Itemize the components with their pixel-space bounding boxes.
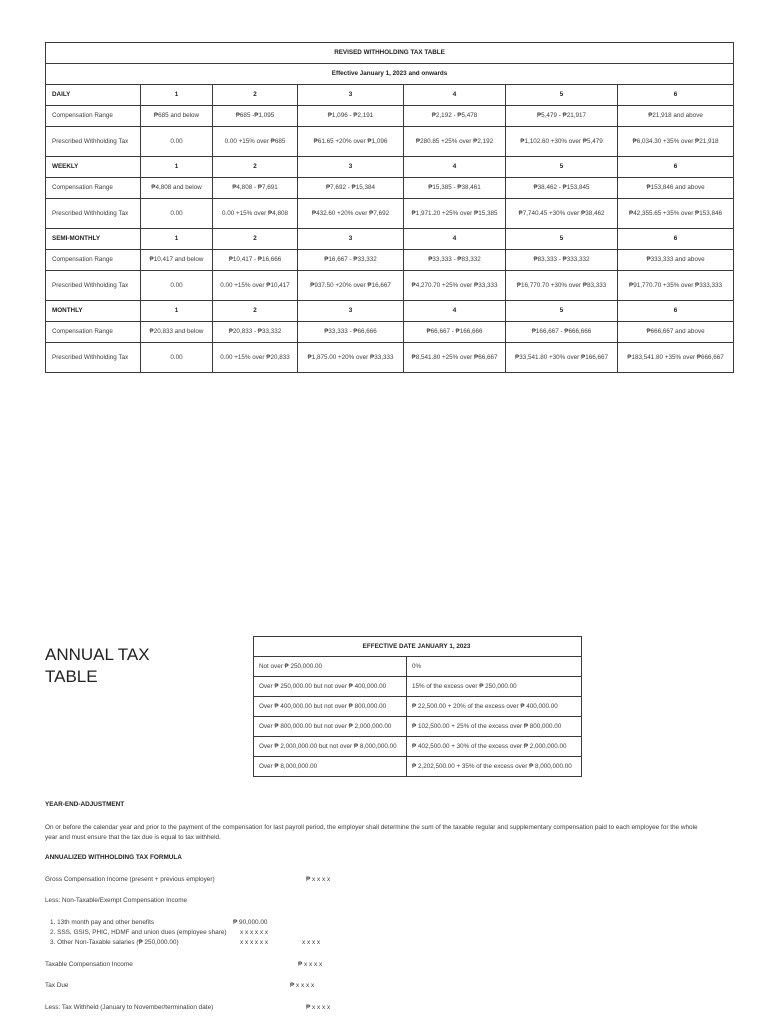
withholding-tax-cell: ₱1,971.20 +25% over ₱15,385: [404, 199, 506, 229]
bracket-number: 5: [506, 229, 618, 250]
withholding-tax-cell: ₱1,875.00 +20% over ₱33,333: [298, 343, 404, 373]
tax-label: Prescribed Withholding Tax: [46, 199, 141, 229]
compensation-range-cell: ₱685 and below: [141, 106, 213, 127]
tax-rate-cell: ₱ 402,500.00 + 30% of the excess over ₱ 2,000,000.00: [407, 737, 582, 757]
bracket-number: 3: [298, 85, 404, 106]
year-end-paragraph: On or before the calendar year and prior to the payment of the compensation for last payroll period, the employer shall determine the sum of the taxable regular and supplementary compensation paid to each employee for the whole year and must ensure that the tax due is equal to tax withheld.: [45, 824, 698, 841]
annual-table-header: EFFECTIVE DATE JANUARY 1, 2023: [254, 637, 582, 657]
annual-table-row: [254, 677, 582, 697]
withholding-tax-cell: ₱4,270.70 +25% over ₱33,333: [404, 271, 506, 301]
income-bracket-cell: Over ₱ 8,000,000.00: [254, 757, 407, 777]
compensation-range-cell: ₱166,667 - ₱666,666: [506, 322, 618, 343]
range-label: Compensation Range: [46, 250, 141, 271]
bracket-number: 4: [404, 301, 506, 322]
range-label: Compensation Range: [46, 322, 141, 343]
bracket-number: 4: [404, 85, 506, 106]
table-row-tax: [46, 127, 734, 157]
item2-value: x x x x x x: [240, 929, 269, 936]
item3-label: 3. Other Non-Taxable salaries (₱ 250,000.00): [50, 939, 179, 946]
tax-due-label: Tax Due: [45, 982, 69, 989]
compensation-range-cell: ₱33,333 - ₱66,666: [298, 322, 404, 343]
compensation-range-cell: ₱66,667 - ₱166,666: [404, 322, 506, 343]
withholding-tax-cell: ₱33,541.80 +30% over ₱166,667: [506, 343, 618, 373]
bracket-number: 3: [298, 301, 404, 322]
tax-rate-cell: 15% of the excess over ₱ 250,000.00: [407, 677, 582, 697]
table-row-period: [46, 157, 734, 178]
compensation-range-cell: ₱10,417 - ₱16,666: [213, 250, 298, 271]
compensation-range-cell: ₱1,096 - ₱2,191: [298, 106, 404, 127]
compensation-range-cell: ₱16,667 - ₱33,332: [298, 250, 404, 271]
table-row-tax: [46, 343, 734, 373]
period-name: WEEKLY: [46, 157, 141, 178]
withholding-tax-cell: 0.00 +15% over ₱4,808: [213, 199, 298, 229]
period-name: SEMI-MONTHLY: [46, 229, 141, 250]
withholding-tax-cell: 0.00: [141, 199, 213, 229]
bracket-number: 3: [298, 229, 404, 250]
bracket-number: 5: [506, 85, 618, 106]
compensation-range-cell: ₱21,918 and above: [618, 106, 734, 127]
table-row-period: [46, 301, 734, 322]
item2-label: 2. SSS, GSIS, PHIC, HDMF and union dues (employee share): [50, 929, 227, 936]
withholding-tax-cell: 0.00 +15% over ₱685: [213, 127, 298, 157]
compensation-range-cell: ₱20,833 and below: [141, 322, 213, 343]
bracket-number: 4: [404, 157, 506, 178]
compensation-range-cell: ₱15,385 - ₱38,461: [404, 178, 506, 199]
bracket-number: 2: [213, 301, 298, 322]
bracket-number: 1: [141, 229, 213, 250]
bracket-number: 1: [141, 301, 213, 322]
tax-withheld-label: Less: Tax Withheld (January to November/termination date): [45, 1004, 214, 1011]
item1-value: ₱ 90,000.00: [233, 919, 268, 926]
tax-rate-cell: ₱ 2,202,500.00 + 35% of the excess over ₱ 8,000,000.00: [407, 757, 582, 777]
income-bracket-cell: Over ₱ 400,000.00 but not over ₱ 800,000.00: [254, 697, 407, 717]
withholding-tax-cell: ₱8,541.80 +25% over ₱66,667: [404, 343, 506, 373]
table-row-period: [46, 85, 734, 106]
compensation-range-cell: ₱4,808 - ₱7,691: [213, 178, 298, 199]
formula-heading: ANNUALIZED WITHHOLDING TAX FORMULA: [45, 854, 182, 861]
table-row-range: [46, 178, 734, 199]
compensation-range-cell: ₱666,667 and above: [618, 322, 734, 343]
bracket-number: 6: [618, 85, 734, 106]
annual-table-row: [254, 737, 582, 757]
compensation-range-cell: ₱10,417 and below: [141, 250, 213, 271]
annual-table-row: [254, 697, 582, 717]
withholding-tax-cell: ₱183,541.80 +35% over ₱666,667: [618, 343, 734, 373]
annual-table-row: [254, 717, 582, 737]
income-bracket-cell: Over ₱ 2,000,000.00 but not over ₱ 8,000,000.00: [254, 737, 407, 757]
annual-table-body: [254, 637, 582, 777]
withholding-tax-cell: 0.00: [141, 271, 213, 301]
table-row-period: [46, 229, 734, 250]
tax-label: Prescribed Withholding Tax: [46, 127, 141, 157]
tax-label: Prescribed Withholding Tax: [46, 271, 141, 301]
compensation-range-cell: ₱153,846 and above: [618, 178, 734, 199]
bracket-number: 6: [618, 157, 734, 178]
bracket-number: 2: [213, 229, 298, 250]
table-title: REVISED WITHHOLDING TAX TABLE: [46, 43, 734, 64]
annual-table-row: [254, 757, 582, 777]
compensation-range-cell: ₱38,462 - ₱153,845: [506, 178, 618, 199]
bracket-number: 1: [141, 157, 213, 178]
tax-rate-cell: ₱ 22,500.00 + 20% of the excess over ₱ 400,000.00: [407, 697, 582, 717]
annual-table-row: [254, 657, 582, 677]
item1-label: 1. 13th month pay and other benefits: [50, 919, 155, 926]
annual-heading-line2: TABLE: [45, 667, 98, 686]
item3-value: x x x x x x: [240, 939, 269, 946]
taxable-income-value: ₱ x x x x: [298, 961, 323, 968]
annual-tax-table-heading: [45, 644, 205, 688]
compensation-range-cell: ₱33,333 - ₱83,332: [404, 250, 506, 271]
income-bracket-cell: Over ₱ 250,000.00 but not over ₱ 400,000.00: [254, 677, 407, 697]
withholding-tax-cell: ₱7,740.45 +30% over ₱38,462: [506, 199, 618, 229]
withholding-tax-cell: ₱280.85 +25% over ₱2,192: [404, 127, 506, 157]
annual-tax-table: [253, 636, 582, 777]
compensation-range-cell: ₱4,808 and below: [141, 178, 213, 199]
compensation-range-cell: ₱7,692 - ₱15,384: [298, 178, 404, 199]
withholding-tax-table: [45, 42, 734, 373]
year-end-heading: YEAR-END-ADJUSTMENT: [45, 801, 125, 808]
tax-rate-cell: ₱ 102,500.00 + 25% of the excess over ₱ 800,000.00: [407, 717, 582, 737]
table-row-range: [46, 250, 734, 271]
bracket-number: 4: [404, 229, 506, 250]
withholding-tax-cell: ₱16,770.70 +30% over ₱83,333: [506, 271, 618, 301]
withholding-tax-cell: 0.00 +15% over ₱10,417: [213, 271, 298, 301]
item3-total: x x x x: [302, 939, 321, 946]
compensation-range-cell: ₱5,479 - ₱21,917: [506, 106, 618, 127]
bracket-number: 2: [213, 85, 298, 106]
table-row-range: [46, 106, 734, 127]
withholding-tax-cell: 0.00 +15% over ₱20,833: [213, 343, 298, 373]
withholding-tax-cell: ₱61.65 +20% over ₱1,096: [298, 127, 404, 157]
compensation-range-cell: ₱333,333 and above: [618, 250, 734, 271]
tax-label: Prescribed Withholding Tax: [46, 343, 141, 373]
table-row-tax: [46, 199, 734, 229]
range-label: Compensation Range: [46, 106, 141, 127]
withholding-tax-cell: ₱6,034.30 +35% over ₱21,918: [618, 127, 734, 157]
period-name: MONTHLY: [46, 301, 141, 322]
tax-rate-cell: 0%: [407, 657, 582, 677]
range-label: Compensation Range: [46, 178, 141, 199]
income-bracket-cell: Over ₱ 800,000.00 but not over ₱ 2,000,000.00: [254, 717, 407, 737]
compensation-range-cell: ₱20,833 - ₱33,332: [213, 322, 298, 343]
withholding-tax-cell: ₱432.60 +20% over ₱7,692: [298, 199, 404, 229]
withholding-tax-cell: ₱1,102.60 +30% over ₱5,479: [506, 127, 618, 157]
compensation-range-cell: ₱685 -₱1,095: [213, 106, 298, 127]
withholding-table-body: [46, 43, 734, 373]
bracket-number: 2: [213, 157, 298, 178]
gross-income-value: ₱ x x x x: [306, 876, 331, 883]
table-row-range: [46, 322, 734, 343]
bracket-number: 6: [618, 229, 734, 250]
taxable-income-label: Taxable Compensation Income: [45, 961, 133, 968]
compensation-range-cell: ₱83,333 - ₱333,332: [506, 250, 618, 271]
bracket-number: 5: [506, 157, 618, 178]
bracket-number: 1: [141, 85, 213, 106]
compensation-range-cell: ₱2,192 - ₱5,478: [404, 106, 506, 127]
table-row-tax: [46, 271, 734, 301]
withholding-tax-cell: ₱937.50 +20% over ₱16,667: [298, 271, 404, 301]
withholding-tax-cell: 0.00: [141, 127, 213, 157]
table-effective-date: Effective January 1, 2023 and onwards: [46, 64, 734, 85]
period-name: DAILY: [46, 85, 141, 106]
annual-heading-line1: ANNUAL TAX: [45, 645, 150, 664]
bracket-number: 6: [618, 301, 734, 322]
withholding-tax-cell: ₱91,770.70 +35% over ₱333,333: [618, 271, 734, 301]
bracket-number: 3: [298, 157, 404, 178]
tax-withheld-value: ₱ x x x x: [306, 1004, 331, 1011]
bracket-number: 5: [506, 301, 618, 322]
less-nontaxable-label: Less: Non-Taxable/Exempt Compensation Income: [45, 897, 188, 904]
tax-due-value: ₱ x x x x: [290, 982, 315, 989]
income-bracket-cell: Not over ₱ 250,000.00: [254, 657, 407, 677]
gross-income-label: Gross Compensation Income (present + previous employer): [45, 876, 215, 883]
withholding-tax-cell: ₱42,355.65 +35% over ₱153,846: [618, 199, 734, 229]
withholding-tax-cell: 0.00: [141, 343, 213, 373]
